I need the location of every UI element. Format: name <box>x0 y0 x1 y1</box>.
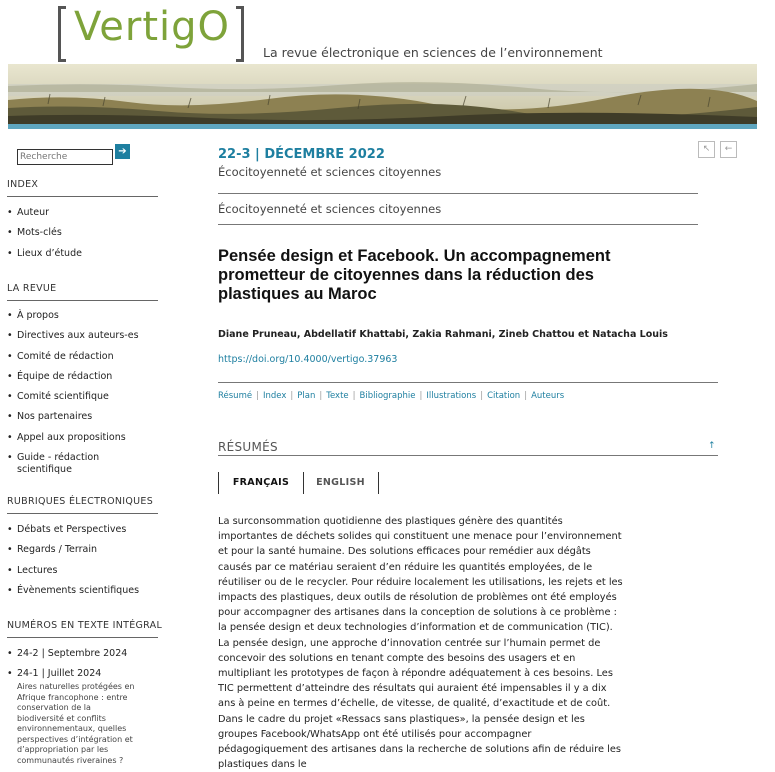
abstract-text: La surconsommation quotidienne des plastiques génère des quantités importantes de déchets solides qui constituent une menace pour l’environnement et pour la santé humaine. Des solutions efficaces pour remédier aux dégâts causés par ce matériau seraient d’en réduire les quantités employées, de le réutiliser ou de le recycler. Pour réduire localement les utilisations, les rejets et les impacts des plastiques, deux outils de résolution de problèmes ont été employés pour accompagner des artisanes dans la conception de solutions à ce problème : la pensée design et deux technologies d’information et de communication (TIC). La pensée design, une approche d’innovation centrée sur l’humain permet de concevoir des solutions en tenant compte des besoins des usagers et en multipliant les prototypes de façon à répondre adéquatement à ces besoins. Les TIC permettent d’atteindre des résultats qui auraient été impensables il y a dix ans à peine en termes d’échelle, de vitesse, de qualité, d’exactitude et de coût. Dans le cadre du projet «Ressacs sans plastiques», la pensée design et les groupes Facebook/WhatsApp ont été utilisés pour accompagner pédagogiquement des artisanes dans la recherche de solutions afin de réduire les plastiques dans le <box>218 516 623 771</box>
sidebar-item-partenaires[interactable]: • Nos partenaires <box>7 411 139 423</box>
logo-bracket-right <box>236 6 244 62</box>
tab-index[interactable]: Index <box>262 391 287 401</box>
sidebar-index-list <box>7 207 82 268</box>
tab-francais[interactable]: FRANÇAIS <box>218 472 304 494</box>
section-heading-resumes: RÉSUMÉS <box>218 440 278 454</box>
divider <box>7 300 158 301</box>
sidebar-heading-numeros: NUMÉROS EN TEXTE INTÉGRAL <box>7 620 163 631</box>
tab-auteurs[interactable]: Auteurs <box>531 391 565 401</box>
sidebar-heading-rubriques: RUBRIQUES ÉLECTRONIQUES <box>7 496 154 507</box>
sidebar-item-guide[interactable]: • Guide - rédaction scientifique <box>7 452 127 476</box>
divider <box>218 382 718 383</box>
divider <box>7 196 158 197</box>
divider <box>218 455 718 456</box>
tab-english[interactable]: ENGLISH <box>303 472 379 494</box>
previous-article-icon[interactable]: ← <box>720 141 737 158</box>
article-doi-link[interactable]: https://doi.org/10.4000/vertigo.37963 <box>218 354 398 365</box>
sidebar-item-issue-24-2[interactable]: • 24-2 | Septembre 2024 <box>7 648 127 660</box>
sidebar-item-comite-scientifique[interactable]: • Comité scientifique <box>7 391 139 403</box>
site-header <box>0 0 775 130</box>
header-banner-image <box>8 64 757 124</box>
sidebar-item-directives[interactable]: • Directives aux auteurs-es <box>7 330 139 342</box>
tab-bibliographie[interactable]: Bibliographie <box>359 391 416 401</box>
sidebar-item-issue-24-1[interactable]: • 24-1 | Juillet 2024 <box>7 668 127 680</box>
logo-text: VertigO <box>74 4 230 50</box>
logo-bracket-left <box>58 6 66 62</box>
search-submit-button[interactable] <box>115 144 130 159</box>
sidebar-heading-index: INDEX <box>7 179 39 190</box>
divider <box>7 637 158 638</box>
sidebar-revue-list <box>7 310 139 484</box>
back-to-top-icon[interactable]: ↑ <box>708 441 716 451</box>
sidebar-item-lectures[interactable]: • Lectures <box>7 565 139 577</box>
sidebar-numeros-list <box>7 648 127 683</box>
tab-citation[interactable]: Citation <box>487 391 521 401</box>
sidebar-item-mots-cles[interactable]: • Mots-clés <box>7 227 82 239</box>
sidebar-item-auteur[interactable]: • Auteur <box>7 207 82 219</box>
sidebar-item-regards[interactable]: • Regards / Terrain <box>7 544 139 556</box>
sidebar-item-evenements[interactable]: • Évènements scientifiques <box>7 585 139 597</box>
sidebar-item-appel[interactable]: • Appel aux propositions <box>7 432 139 444</box>
sidebar-item-a-propos[interactable]: • À propos <box>7 310 139 322</box>
header-bottom-bar <box>8 124 757 129</box>
arrow-right-icon: ➔ <box>118 146 127 157</box>
tab-resume[interactable]: Résumé <box>218 391 253 401</box>
issue-label[interactable]: 22-3 | DÉCEMBRE 2022 <box>218 147 385 162</box>
search-input[interactable] <box>17 149 113 165</box>
sidebar-heading-revue: LA REVUE <box>7 283 57 294</box>
article-section-tabs: Résumé | Index | Plan | Texte | Bibliographie | Illustrations | Citation | Auteurs <box>218 391 565 401</box>
tab-illustrations[interactable]: Illustrations <box>426 391 477 401</box>
tab-texte[interactable]: Texte <box>326 391 349 401</box>
sidebar-rubriques-list <box>7 524 139 605</box>
issue-subtitle[interactable]: Aires naturelles protégées en Afrique francophone : entre conservation de la biodiversité et conflits environnementaux, quelles perspectives d’intégration et d’appropriation par les communautés riveraines ? <box>17 682 135 765</box>
divider <box>218 224 698 225</box>
sidebar-item-lieux[interactable]: • Lieux d’étude <box>7 248 82 260</box>
divider <box>218 193 698 194</box>
sidebar-item-equipe[interactable]: • Équipe de rédaction <box>7 371 139 383</box>
article-section[interactable]: Écocitoyenneté et sciences citoyennes <box>218 202 442 216</box>
divider <box>7 513 158 514</box>
search-box <box>17 144 127 165</box>
sidebar-item-debats[interactable]: • Débats et Perspectives <box>7 524 139 536</box>
issue-theme: Écocitoyenneté et sciences citoyennes <box>218 165 442 179</box>
article-authors[interactable]: Diane Pruneau, Abdellatif Khattabi, Zakia Rahmani, Zineb Chattou et Natacha Louis <box>218 329 668 340</box>
tab-plan[interactable]: Plan <box>297 391 316 401</box>
article-title: Pensée design et Facebook. Un accompagnement prometteur de citoyennes dans la réduction des plastiques au Maroc <box>218 247 611 303</box>
sidebar-item-comite-redaction[interactable]: • Comité de rédaction <box>7 351 139 363</box>
site-tagline: La revue électronique en sciences de l’environnement <box>263 45 603 60</box>
back-to-issue-icon[interactable]: ↖ <box>698 141 715 158</box>
